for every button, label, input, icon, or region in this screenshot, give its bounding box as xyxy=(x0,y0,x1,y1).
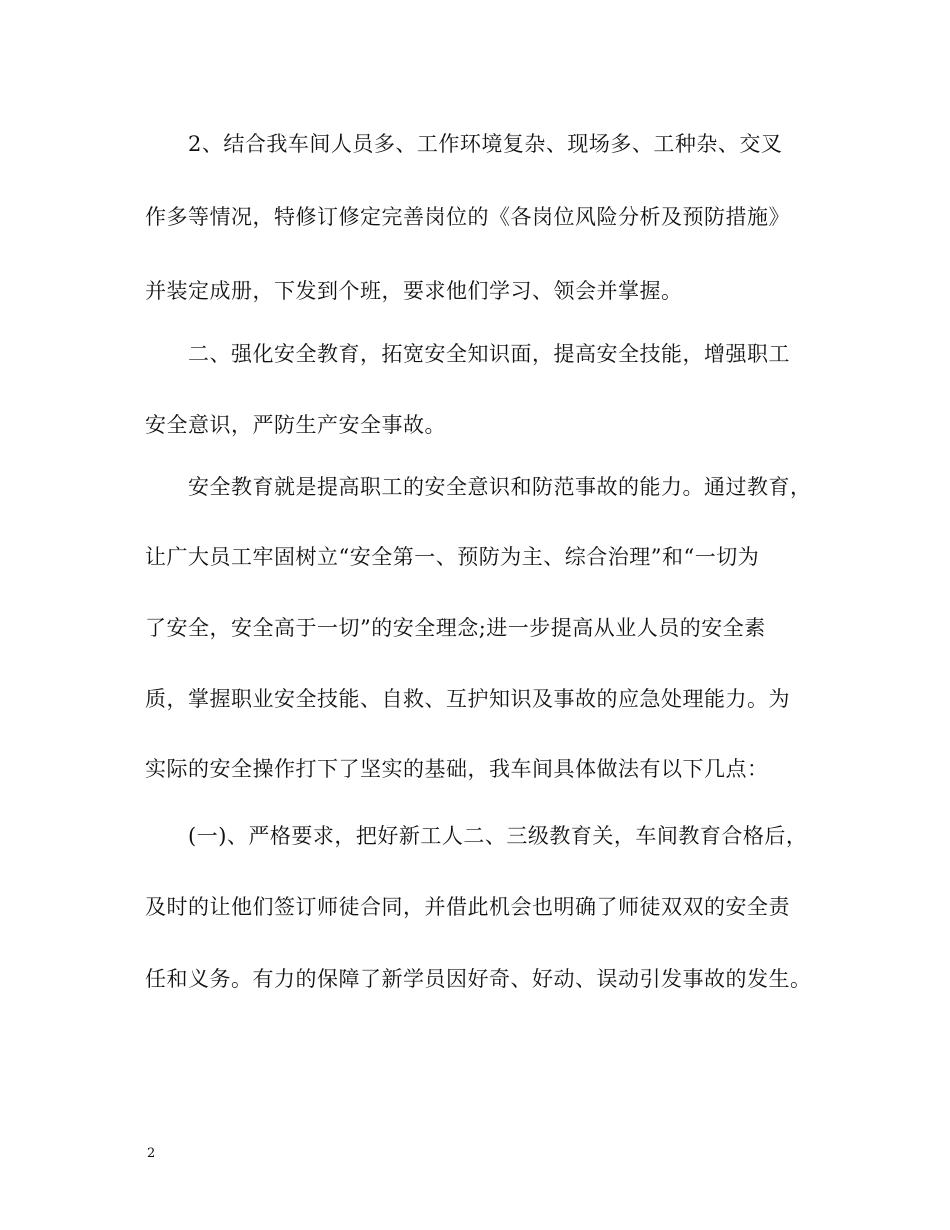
paragraph-line: 实际的安全操作打下了坚实的基础，我车间具体做法有以下几点： xyxy=(145,757,769,781)
paragraph-line: 2、结合我车间人员多、工作环境复杂、现场多、工种杂、交叉 xyxy=(188,132,783,156)
paragraph-line: 让广大员工牢固树立“安全第一、预防为主、综合治理”和“一切为 xyxy=(145,545,760,569)
paragraph-line: 二、强化安全教育，拓宽安全知识面，提高安全技能，增强职工 xyxy=(188,342,790,366)
paragraph-line: 任和义务。有力的保障了新学员因好奇、好动、误动引发事故的发生。 xyxy=(145,967,812,991)
paragraph-line: 并装定成册，下发到个班，要求他们学习、领会并掌握。 xyxy=(145,279,683,303)
page-number: 2 xyxy=(147,1146,156,1161)
paragraph-line: 安全意识，严防生产安全事故。 xyxy=(145,413,446,437)
paragraph-line: 作多等情况，特修订修定完善岗位的《各岗位风险分析及预防措施》 xyxy=(145,205,790,229)
paragraph-line: 及时的让他们签订师徒合同，并借此机会也明确了师徒双双的安全责 xyxy=(145,895,790,919)
paragraph-line: 了安全，安全高于一切”的安全理念;进一步提高从业人员的安全素 xyxy=(145,616,766,640)
paragraph-line: (一)、严格要求，把好新工人二、三级教育关，车间教育合格后， xyxy=(188,824,808,848)
paragraph-line: 质，掌握职业安全技能、自救、互护知识及事故的应急处理能力。为 xyxy=(145,687,790,711)
paragraph-line: 安全教育就是提高职工的安全意识和防范事故的能力。通过教育， xyxy=(188,475,812,499)
